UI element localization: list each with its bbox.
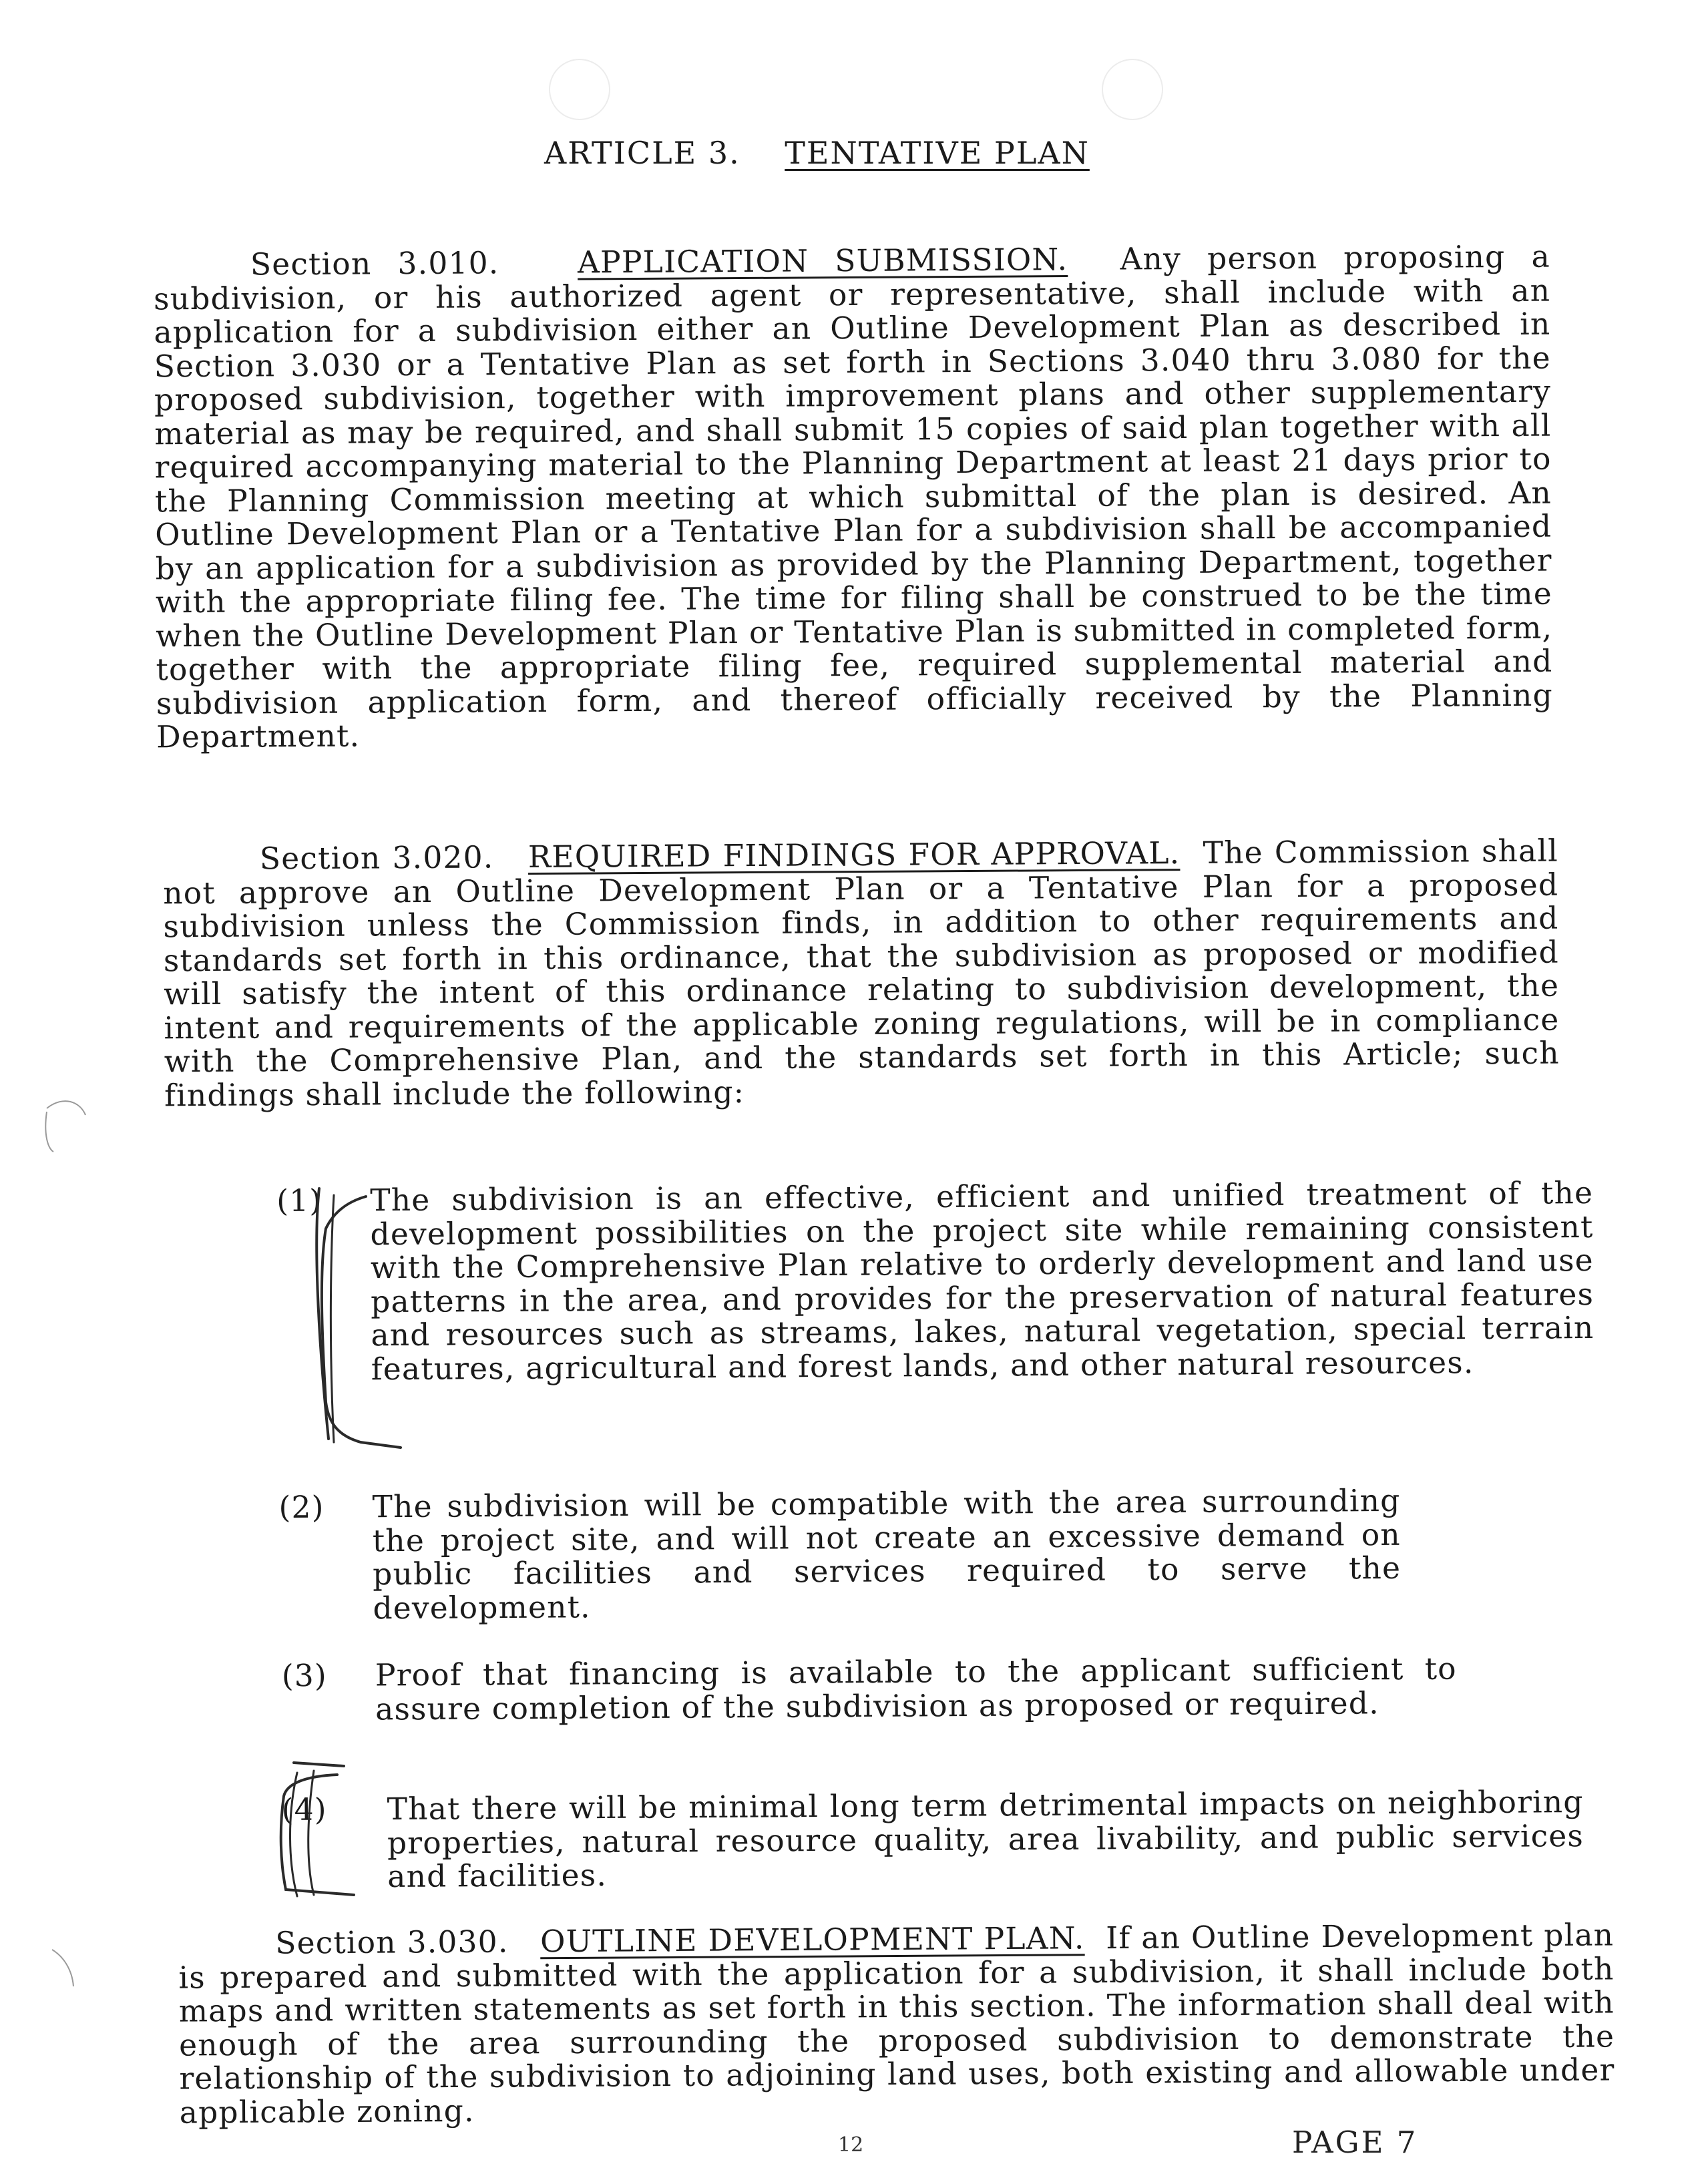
footer-page-number: 12 [838, 2133, 864, 2157]
finding-item-number: (3) [281, 1657, 328, 1694]
section-3-010 [154, 240, 1554, 754]
article-heading [544, 135, 1090, 171]
punch-hole-left [549, 59, 610, 120]
finding-item-number: (2) [278, 1489, 325, 1526]
section-3-010-body: Any person proposing a subdivision, or his authorized agent or representative, shall include with an application for a subdivision either an Outline Development Plan as described in Section 3.030 or a Tentative Plan as set forth in Sections 3.040 thru 3.080 for the proposed subdivision, together with improvement plans and other supplementary material as may be required, and shall submit 15 copies of said plan together with all required accompanying material to the Planning Department at least 21 days prior to the Planning Commission meeting at which submittal of the plan is desired. An Outline Development Plan or a Tentative Plan for a subdivision shall be accompanied by an application for a subdivision as provided by the Planning Department, together with the appropriate filing fee. The time for filing shall be construed to be the time when the Outline Development Plan or Tentative Plan is submitted in completed form, together with the appropriate filing fee, required supplemental material and subdivision application form, and thereof officially received by the Planning Department. [154, 238, 1553, 755]
punch-hole-right [1102, 59, 1163, 120]
section-3-020 [163, 835, 1560, 1113]
finding-item-4 [282, 1785, 1584, 1894]
section-3-030-number: Section 3.030. [275, 1924, 509, 1961]
section-3-030-title: OUTLINE DEVELOPMENT PLAN. [540, 1920, 1085, 1960]
finding-item-number: (4) [281, 1791, 327, 1827]
finding-item-number: (1) [276, 1182, 323, 1219]
finding-item-text: That there will be minimal long term detrimental impacts on neighboring properties, natural resource quality, area livability, and public services and facilities. [387, 1784, 1584, 1894]
section-3-020-body: The Commission shall not approve an Outline Development Plan or a Tentative Plan for a proposed subdivision unless the Commission finds, in addition to other requirements and standards set forth in this ordinance, that the subdivision as proposed or modified will satisfy the intent of this ordinance relating to subdivision development, the intent and requirements of the applicable zoning regulations, will be in compliance with the Comprehensive Plan, and the standards set forth in this Article; such findings shall include the following: [163, 833, 1560, 1113]
section-3-020-number: Section 3.020. [259, 839, 494, 877]
finding-item-text: The subdivision will be compatible with the area surrounding the project site, and will not create an excessive demand on public facilities and services required to serve the development. [372, 1482, 1402, 1626]
section-3-030 [178, 1918, 1615, 2129]
section-3-030-body: If an Outline Development plan is prepared and submitted with the application for a subdivision, it shall include both maps and written statements as set forth in this section. The information shall deal with enough of the area surrounding the proposed subdivision to demonstrate the relationship of the subdivision to adjoining land uses, both existing and allowable under applicable zoning. [178, 1917, 1615, 2131]
footer-page-label: PAGE 7 [1292, 2125, 1418, 2160]
finding-item-2 [278, 1484, 1401, 1626]
section-3-010-title: APPLICATION SUBMISSION. [577, 242, 1068, 280]
section-3-020-title: REQUIRED FINDINGS FOR APPROVAL. [527, 835, 1181, 875]
finding-item-1 [276, 1176, 1600, 1387]
finding-item-text: The subdivision is an effective, efficient and unified treatment of the development possibilities on the project site while remaining consistent with the Comprehensive Plan relative to orderly development and land use patterns in the area, and provides for the preservation of natural features and resources such as streams, lakes, natural vegetation, special terrain features, agricultural and forest lands, and other natural resources. [370, 1175, 1594, 1387]
section-3-010-number: Section 3.010. [250, 245, 499, 282]
finding-item-text: Proof that financing is available to the applicant sufficient to assure completion of the subdivision as proposed or required. [375, 1651, 1457, 1727]
article-number: ARTICLE 3. [544, 135, 740, 171]
finding-item-3 [282, 1653, 1458, 1727]
article-title: TENTATIVE PLAN [785, 135, 1090, 171]
